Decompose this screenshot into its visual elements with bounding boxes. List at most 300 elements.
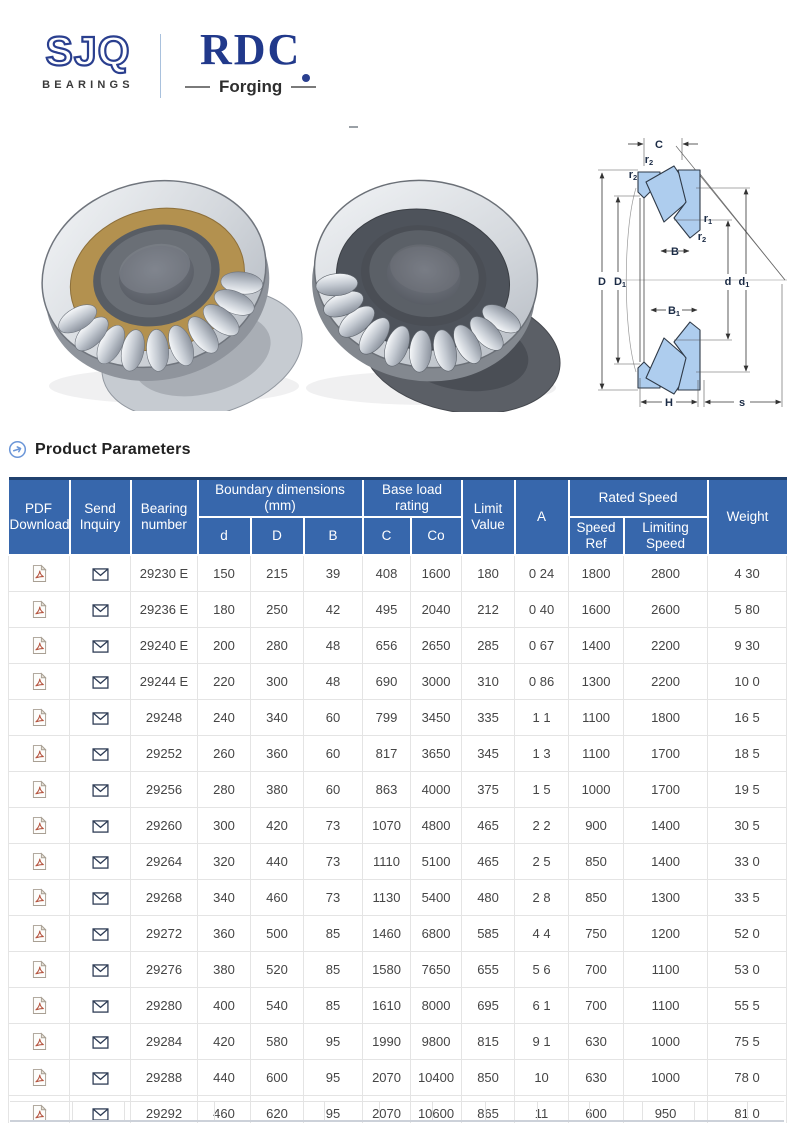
bearing-number-cell: 29248 [131, 699, 198, 735]
D-value-cell: 440 [251, 843, 304, 879]
dim-label-d1: d1 [738, 276, 750, 289]
weight-value-cell: 9 30 [708, 627, 787, 663]
limiting_speed-value-cell: 1700 [624, 771, 708, 807]
B-value-cell: 95 [304, 1023, 363, 1059]
D-value-cell: 500 [251, 915, 304, 951]
envelope-icon[interactable] [92, 604, 109, 617]
pdf-download-cell[interactable] [9, 771, 70, 807]
C-value-cell: 690 [363, 663, 411, 699]
limiting_speed-value-cell: 2200 [624, 663, 708, 699]
C-value-cell: 799 [363, 699, 411, 735]
C-value-cell: 1610 [363, 987, 411, 1023]
fragment-cell [325, 1102, 380, 1120]
speed_ref-value-cell: 1100 [569, 699, 624, 735]
B-value-cell: 95 [304, 1059, 363, 1095]
pdf-file-icon[interactable] [32, 888, 47, 907]
speed_ref-value-cell: 750 [569, 915, 624, 951]
section-header [8, 440, 191, 459]
B-value-cell: 60 [304, 735, 363, 771]
pdf-file-icon[interactable] [32, 996, 47, 1015]
B-value-cell: 85 [304, 915, 363, 951]
bearing-number-cell: 29260 [131, 807, 198, 843]
speed_ref-value-cell: 1600 [569, 591, 624, 627]
C-value-cell: 1990 [363, 1023, 411, 1059]
limit-value-cell: 212 [462, 591, 515, 627]
A-value-cell: 1 5 [515, 771, 569, 807]
weight-value-cell: 33 5 [708, 879, 787, 915]
fragment-cell [125, 1102, 215, 1120]
d-value-cell: 200 [198, 627, 251, 663]
send-inquiry-cell[interactable] [70, 627, 131, 663]
dim-label-H: H [665, 397, 673, 409]
weight-value-cell: 33 0 [708, 843, 787, 879]
limiting_speed-value-cell: 2200 [624, 627, 708, 663]
C-value-cell: 1070 [363, 807, 411, 843]
dim-label-B1: B1 [667, 305, 681, 318]
A-value-cell: 1 3 [515, 735, 569, 771]
speed_ref-value-cell: 700 [569, 987, 624, 1023]
bearing-number-cell: 29284 [131, 1023, 198, 1059]
A-value-cell: 0 67 [515, 627, 569, 663]
D-value-cell: 600 [251, 1059, 304, 1095]
pdf-download-cell[interactable] [9, 699, 70, 735]
rdc-logo-subtitle: Forging [219, 77, 283, 96]
limit-value-cell: 465 [462, 843, 515, 879]
pdf-file-icon[interactable] [32, 600, 47, 619]
D-value-cell: 280 [251, 627, 304, 663]
product-parameters-table [8, 477, 787, 1123]
col-header-B: B [304, 517, 363, 555]
limit-value-cell: 345 [462, 735, 515, 771]
envelope-icon[interactable] [92, 964, 109, 977]
bearing-number-cell: 29276 [131, 951, 198, 987]
pdf-download-cell[interactable] [9, 1023, 70, 1059]
Co-value-cell: 7650 [411, 951, 462, 987]
pdf-download-cell[interactable] [9, 807, 70, 843]
Co-value-cell: 10600 [411, 1095, 462, 1123]
D-value-cell: 540 [251, 987, 304, 1023]
d-value-cell: 280 [198, 771, 251, 807]
table-row [9, 807, 787, 843]
A-value-cell: 1 1 [515, 699, 569, 735]
pdf-download-cell[interactable] [9, 627, 70, 663]
envelope-icon[interactable] [92, 856, 109, 869]
limiting_speed-value-cell: 1000 [624, 1023, 708, 1059]
col-header-D: D [251, 517, 304, 555]
D-value-cell: 340 [251, 699, 304, 735]
pdf-download-cell[interactable] [9, 663, 70, 699]
limiting_speed-value-cell: 1700 [624, 735, 708, 771]
page-title: Product Parameters [35, 440, 191, 458]
send-inquiry-cell[interactable] [70, 1023, 131, 1059]
table-body [9, 555, 787, 1123]
dim-label-r2-upperleft: r2 [628, 169, 638, 182]
A-value-cell: 0 86 [515, 663, 569, 699]
d-value-cell: 420 [198, 1023, 251, 1059]
weight-value-cell: 16 5 [708, 699, 787, 735]
fragment-cell [380, 1102, 433, 1120]
C-value-cell: 2070 [363, 1095, 411, 1123]
rdc-dash-left [185, 86, 210, 88]
sjq-logo-text: SJQ [45, 28, 131, 74]
col-header-bearing-number: Bearing number [131, 479, 198, 555]
pdf-file-icon[interactable] [32, 672, 47, 691]
envelope-icon[interactable] [92, 712, 109, 725]
Co-value-cell: 6800 [411, 915, 462, 951]
d-value-cell: 180 [198, 591, 251, 627]
table-row [9, 591, 787, 627]
limit-value-cell: 375 [462, 771, 515, 807]
C-value-cell: 495 [363, 591, 411, 627]
A-value-cell: 4 4 [515, 915, 569, 951]
bearing-number-cell: 29292 [131, 1095, 198, 1123]
envelope-icon[interactable] [92, 928, 109, 941]
col-header-weight: Weight [708, 479, 787, 555]
pdf-download-cell[interactable] [9, 735, 70, 771]
speed_ref-value-cell: 1300 [569, 663, 624, 699]
limit-value-cell: 480 [462, 879, 515, 915]
fragment-cell [486, 1102, 538, 1120]
fragment-cell [590, 1102, 643, 1120]
weight-value-cell: 18 5 [708, 735, 787, 771]
D-value-cell: 380 [251, 771, 304, 807]
fragment-cell [643, 1102, 695, 1120]
limit-value-cell: 655 [462, 951, 515, 987]
pdf-download-cell[interactable] [9, 555, 70, 592]
D-value-cell: 250 [251, 591, 304, 627]
send-inquiry-cell[interactable] [70, 843, 131, 879]
B-value-cell: 73 [304, 843, 363, 879]
B-value-cell: 39 [304, 555, 363, 592]
send-inquiry-cell[interactable] [70, 699, 131, 735]
envelope-icon[interactable] [92, 568, 109, 581]
pdf-download-cell[interactable] [9, 951, 70, 987]
C-value-cell: 817 [363, 735, 411, 771]
fragment-cell [10, 1102, 73, 1120]
d-value-cell: 340 [198, 879, 251, 915]
table-row [9, 735, 787, 771]
col-header-pdf-download: PDF Download [9, 479, 70, 555]
d-value-cell: 440 [198, 1059, 251, 1095]
send-inquiry-cell[interactable] [70, 807, 131, 843]
limit-value-cell: 180 [462, 555, 515, 592]
pdf-file-icon[interactable] [32, 708, 47, 727]
send-inquiry-cell[interactable] [70, 771, 131, 807]
pdf-file-icon[interactable] [32, 1068, 47, 1087]
bearing-number-cell: 29256 [131, 771, 198, 807]
circle-arrow-icon [8, 440, 27, 459]
B-value-cell: 42 [304, 591, 363, 627]
pdf-download-cell[interactable] [9, 987, 70, 1023]
send-inquiry-cell[interactable] [70, 591, 131, 627]
pdf-download-cell[interactable] [9, 915, 70, 951]
B-value-cell: 60 [304, 699, 363, 735]
rdc-logo [185, 25, 316, 97]
limiting_speed-value-cell: 2600 [624, 591, 708, 627]
C-value-cell: 2070 [363, 1059, 411, 1095]
pdf-file-icon[interactable] [32, 852, 47, 871]
col-header-C: C [363, 517, 411, 555]
limit-value-cell: 865 [462, 1095, 515, 1123]
C-value-cell: 408 [363, 555, 411, 592]
limiting_speed-value-cell: 1400 [624, 807, 708, 843]
speed_ref-value-cell: 1000 [569, 771, 624, 807]
B-value-cell: 95 [304, 1095, 363, 1123]
pdf-download-cell[interactable] [9, 879, 70, 915]
dim-label-s: s [738, 397, 746, 409]
bearing-number-cell: 29244 E [131, 663, 198, 699]
B-value-cell: 48 [304, 663, 363, 699]
envelope-icon[interactable] [92, 748, 109, 761]
d-value-cell: 380 [198, 951, 251, 987]
bearing-number-cell: 29264 [131, 843, 198, 879]
pdf-file-icon[interactable] [32, 1032, 47, 1051]
pdf-file-icon[interactable] [32, 636, 47, 655]
dim-label-r1: r1 [703, 213, 713, 226]
bearing-number-cell: 29230 E [131, 555, 198, 592]
table-row [9, 1023, 787, 1059]
speed_ref-value-cell: 900 [569, 807, 624, 843]
send-inquiry-cell[interactable] [70, 915, 131, 951]
Co-value-cell: 4800 [411, 807, 462, 843]
speed_ref-value-cell: 630 [569, 1059, 624, 1095]
fragment-cell [433, 1102, 486, 1120]
D-value-cell: 300 [251, 663, 304, 699]
limiting_speed-value-cell: 1400 [624, 843, 708, 879]
limiting_speed-value-cell: 2800 [624, 555, 708, 592]
Co-value-cell: 9800 [411, 1023, 462, 1059]
bearing-number-cell: 29272 [131, 915, 198, 951]
bearing-number-cell: 29288 [131, 1059, 198, 1095]
photo-artifact-dash [349, 126, 358, 128]
envelope-icon[interactable] [92, 1036, 109, 1049]
fragment-cell [215, 1102, 325, 1120]
bearing-number-cell: 29268 [131, 879, 198, 915]
A-value-cell: 0 40 [515, 591, 569, 627]
send-inquiry-cell[interactable] [70, 1059, 131, 1095]
table-header [9, 479, 787, 555]
pdf-file-icon[interactable] [32, 564, 47, 583]
C-value-cell: 863 [363, 771, 411, 807]
weight-value-cell: 19 5 [708, 771, 787, 807]
table-row [9, 951, 787, 987]
d-value-cell: 300 [198, 807, 251, 843]
table-row [9, 699, 787, 735]
C-value-cell: 1130 [363, 879, 411, 915]
B-value-cell: 48 [304, 627, 363, 663]
d-value-cell: 360 [198, 915, 251, 951]
weight-value-cell: 5 80 [708, 591, 787, 627]
Co-value-cell: 1600 [411, 555, 462, 592]
rdc-dash-right [291, 86, 316, 88]
D-value-cell: 580 [251, 1023, 304, 1059]
limit-value-cell: 815 [462, 1023, 515, 1059]
weight-value-cell: 52 0 [708, 915, 787, 951]
Co-value-cell: 10400 [411, 1059, 462, 1095]
pdf-file-icon[interactable] [32, 780, 47, 799]
limit-value-cell: 850 [462, 1059, 515, 1095]
D-value-cell: 420 [251, 807, 304, 843]
send-inquiry-cell[interactable] [70, 987, 131, 1023]
limiting_speed-value-cell: 1100 [624, 987, 708, 1023]
limiting_speed-value-cell: 1100 [624, 951, 708, 987]
limit-value-cell: 585 [462, 915, 515, 951]
send-inquiry-cell[interactable] [70, 879, 131, 915]
speed_ref-value-cell: 1800 [569, 555, 624, 592]
bearing-number-cell: 29252 [131, 735, 198, 771]
Co-value-cell: 3000 [411, 663, 462, 699]
envelope-icon[interactable] [92, 640, 109, 653]
pdf-download-cell[interactable] [9, 843, 70, 879]
A-value-cell: 10 [515, 1059, 569, 1095]
C-value-cell: 1580 [363, 951, 411, 987]
Co-value-cell: 4000 [411, 771, 462, 807]
d-value-cell: 150 [198, 555, 251, 592]
B-value-cell: 73 [304, 879, 363, 915]
D-value-cell: 620 [251, 1095, 304, 1123]
logo-divider [160, 34, 161, 98]
limiting_speed-value-cell: 1800 [624, 699, 708, 735]
envelope-icon[interactable] [92, 820, 109, 833]
col-header-base-load-rating: Base load rating [363, 479, 462, 517]
col-header-a: A [515, 479, 569, 555]
A-value-cell: 6 1 [515, 987, 569, 1023]
Co-value-cell: 5400 [411, 879, 462, 915]
dim-label-d: d [724, 276, 732, 288]
B-value-cell: 85 [304, 951, 363, 987]
technical-drawing [586, 130, 791, 420]
A-value-cell: 2 2 [515, 807, 569, 843]
col-header-rated-speed: Rated Speed [569, 479, 708, 517]
Co-value-cell: 5100 [411, 843, 462, 879]
rdc-logo-text: RDC [199, 25, 302, 74]
envelope-icon[interactable] [92, 1072, 109, 1085]
limiting_speed-value-cell: 1000 [624, 1059, 708, 1095]
C-value-cell: 656 [363, 627, 411, 663]
pdf-file-icon[interactable] [32, 960, 47, 979]
limiting_speed-value-cell: 950 [624, 1095, 708, 1123]
d-value-cell: 220 [198, 663, 251, 699]
B-value-cell: 60 [304, 771, 363, 807]
send-inquiry-cell[interactable] [70, 735, 131, 771]
D-value-cell: 520 [251, 951, 304, 987]
table-row [9, 771, 787, 807]
d-value-cell: 460 [198, 1095, 251, 1123]
brand-header [36, 25, 316, 98]
weight-value-cell: 55 5 [708, 987, 787, 1023]
product-photo-bearing-left [14, 156, 314, 411]
bearing-number-cell: 29236 E [131, 591, 198, 627]
fragment-cell [73, 1102, 125, 1120]
send-inquiry-cell[interactable] [70, 951, 131, 987]
limit-value-cell: 465 [462, 807, 515, 843]
send-inquiry-cell[interactable] [70, 555, 131, 592]
dim-label-r2-mid: r2 [697, 231, 707, 244]
speed_ref-value-cell: 1100 [569, 735, 624, 771]
speed_ref-value-cell: 600 [569, 1095, 624, 1123]
fragment-cell [538, 1102, 590, 1120]
D-value-cell: 215 [251, 555, 304, 592]
limit-value-cell: 285 [462, 627, 515, 663]
col-header-Co: Co [411, 517, 462, 555]
col-header-speed-ref: Speed Ref [569, 517, 624, 555]
envelope-icon[interactable] [92, 676, 109, 689]
weight-value-cell: 81 0 [708, 1095, 787, 1123]
speed_ref-value-cell: 850 [569, 843, 624, 879]
speed_ref-value-cell: 630 [569, 1023, 624, 1059]
send-inquiry-cell[interactable] [70, 663, 131, 699]
dim-label-D: D [598, 276, 606, 288]
table-row [9, 843, 787, 879]
bearing-number-cell: 29240 E [131, 627, 198, 663]
bearing-number-cell: 29280 [131, 987, 198, 1023]
weight-value-cell: 30 5 [708, 807, 787, 843]
table-row [9, 879, 787, 915]
Co-value-cell: 3450 [411, 699, 462, 735]
A-value-cell: 2 8 [515, 879, 569, 915]
C-value-cell: 1460 [363, 915, 411, 951]
A-value-cell: 11 [515, 1095, 569, 1123]
weight-value-cell: 10 0 [708, 663, 787, 699]
sjq-logo-subtitle: BEARINGS [42, 79, 134, 91]
Co-value-cell: 3650 [411, 735, 462, 771]
table-row [9, 555, 787, 592]
envelope-icon[interactable] [92, 892, 109, 905]
limit-value-cell: 335 [462, 699, 515, 735]
A-value-cell: 2 5 [515, 843, 569, 879]
d-value-cell: 260 [198, 735, 251, 771]
envelope-icon[interactable] [92, 1000, 109, 1013]
d-value-cell: 400 [198, 987, 251, 1023]
sjq-logo [36, 30, 140, 91]
weight-value-cell: 78 0 [708, 1059, 787, 1095]
pdf-file-icon[interactable] [32, 744, 47, 763]
limit-value-cell: 695 [462, 987, 515, 1023]
Co-value-cell: 2650 [411, 627, 462, 663]
speed_ref-value-cell: 850 [569, 879, 624, 915]
limiting_speed-value-cell: 1200 [624, 915, 708, 951]
pdf-file-icon[interactable] [32, 924, 47, 943]
col-header-limit-value: Limit Value [462, 479, 515, 555]
next-table-fragment [10, 1101, 784, 1122]
pdf-download-cell[interactable] [9, 591, 70, 627]
col-header-limiting-speed: Limiting Speed [624, 517, 708, 555]
C-value-cell: 1110 [363, 843, 411, 879]
d-value-cell: 240 [198, 699, 251, 735]
Co-value-cell: 8000 [411, 987, 462, 1023]
B-value-cell: 85 [304, 987, 363, 1023]
weight-value-cell: 75 5 [708, 1023, 787, 1059]
A-value-cell: 9 1 [515, 1023, 569, 1059]
speed_ref-value-cell: 1400 [569, 627, 624, 663]
pdf-download-cell[interactable] [9, 1059, 70, 1095]
pdf-file-icon[interactable] [32, 816, 47, 835]
A-value-cell: 0 24 [515, 555, 569, 592]
envelope-icon[interactable] [92, 784, 109, 797]
table-row [9, 627, 787, 663]
dim-label-C: C [655, 139, 663, 151]
A-value-cell: 5 6 [515, 951, 569, 987]
col-header-boundary-dimensions: Boundary dimensions (mm) [198, 479, 363, 517]
table-row [9, 987, 787, 1023]
Co-value-cell: 2040 [411, 591, 462, 627]
dim-label-r2-top: r2 [644, 154, 654, 167]
dim-label-D1: D1 [613, 276, 627, 289]
fragment-cell [695, 1102, 748, 1120]
limiting_speed-value-cell: 1300 [624, 879, 708, 915]
col-header-send-inquiry: Send Inquiry [70, 479, 131, 555]
d-value-cell: 320 [198, 843, 251, 879]
